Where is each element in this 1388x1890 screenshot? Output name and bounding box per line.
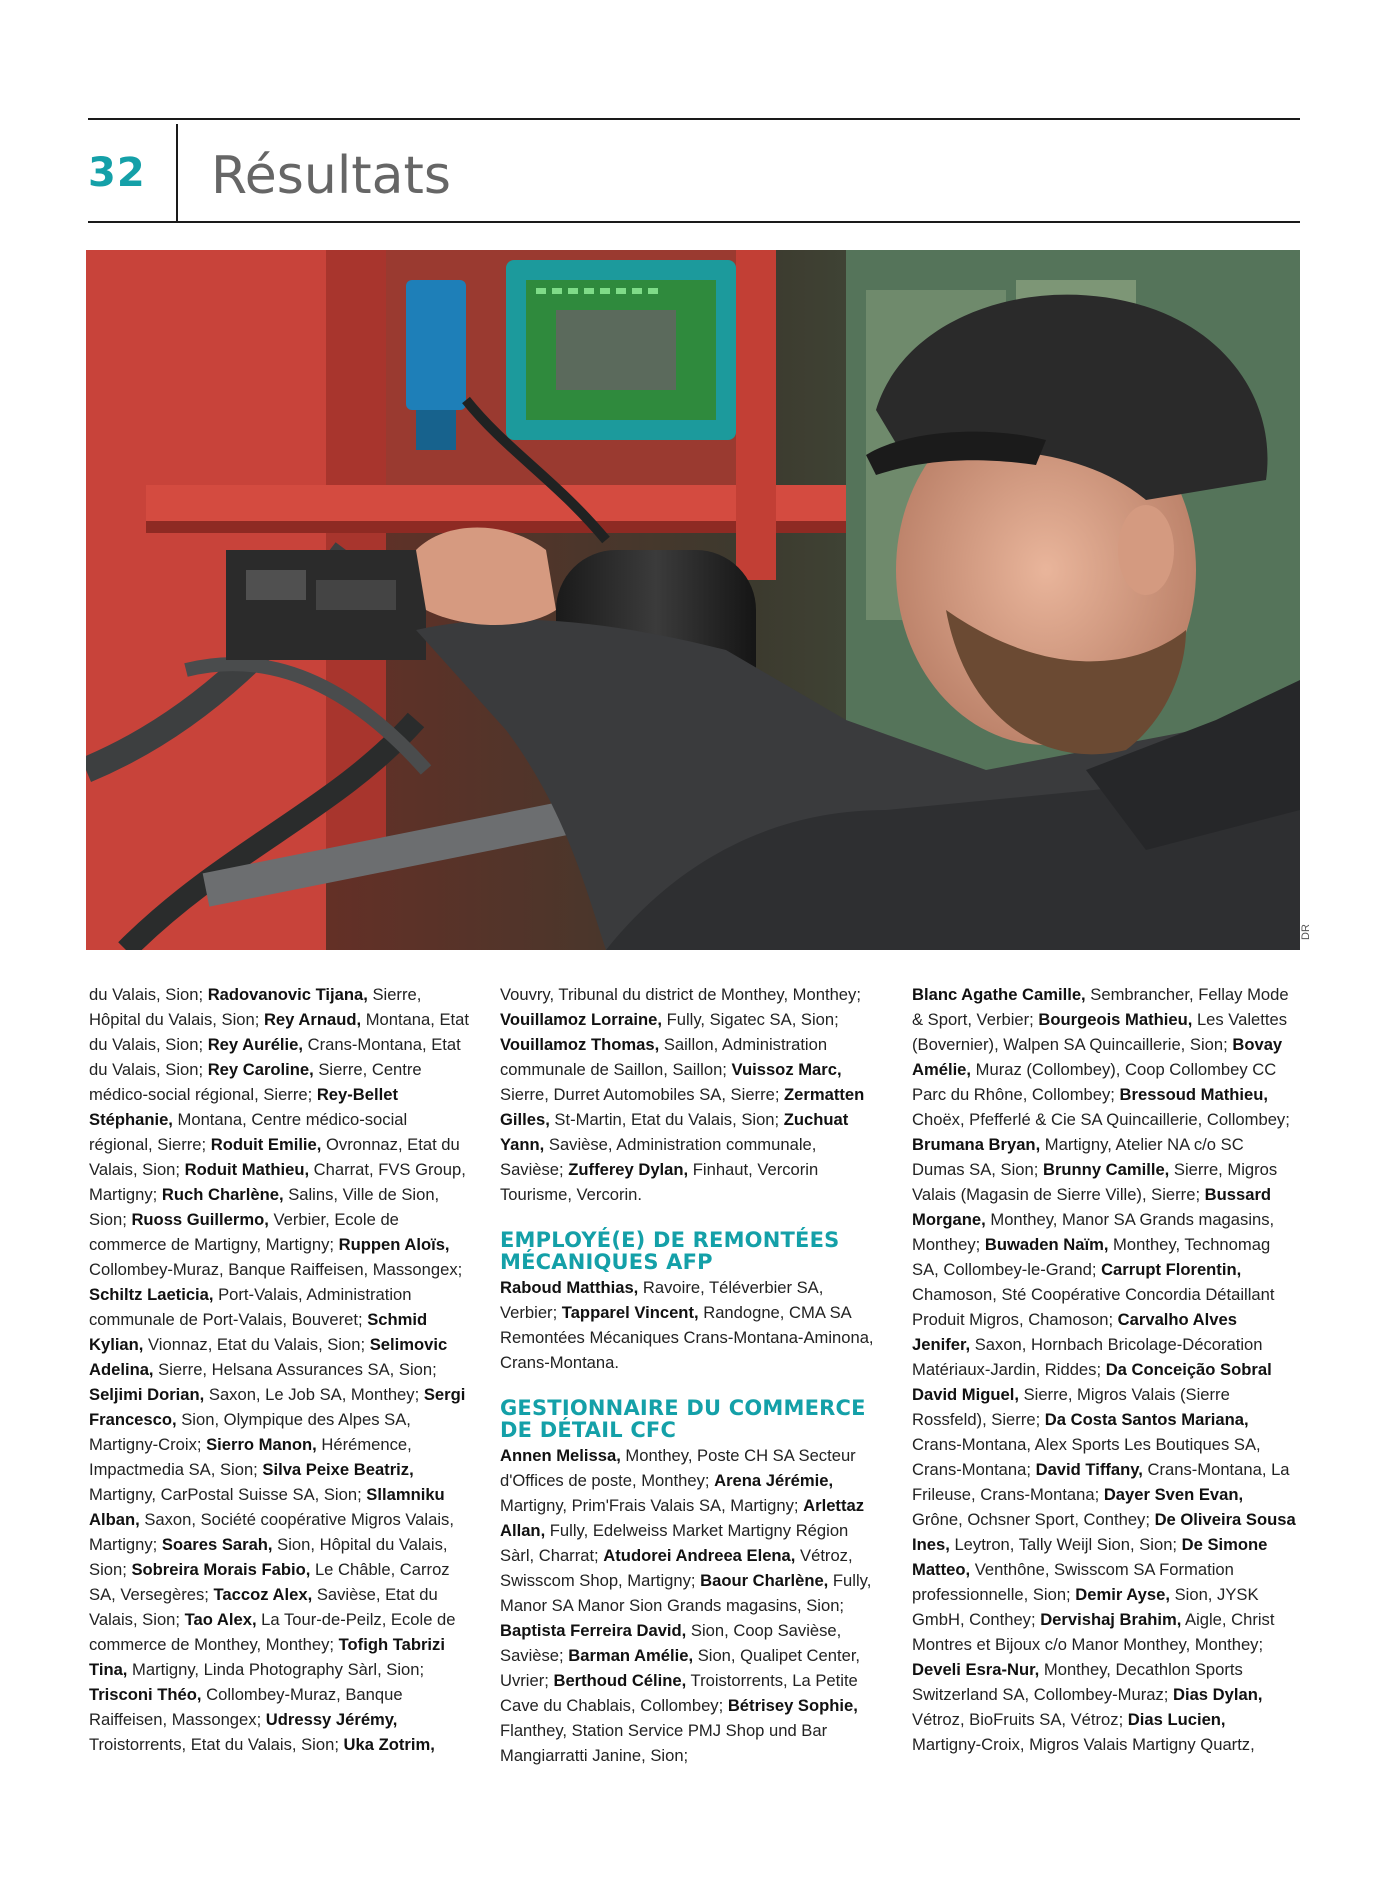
graduate-details: Sion, Coop Savièse, Savièse; [500, 1621, 842, 1665]
text-column-2 [500, 982, 884, 1768]
graduate-name: Dayer Sven Evan, [1103, 1485, 1244, 1504]
graduate-name: Uka Zotrim, [343, 1735, 435, 1754]
graduate-name: Barman Amélie, [568, 1646, 694, 1665]
graduate-name: Bovay Amélie, [912, 1035, 1283, 1079]
graduate-name: Dias Lucien, [1127, 1710, 1226, 1729]
graduate-name: Schiltz Laeticia, [89, 1285, 214, 1304]
graduate-name: Taccoz Alex, [213, 1585, 313, 1604]
graduate-details: Collombey-Muraz, Banque Raiffeisen, Massongex; [89, 1260, 463, 1279]
graduate-details: Aigle, Christ Montres et Bijoux c/o Manor Monthey, Monthey; [912, 1610, 1275, 1654]
graduate-details: Venthône, Swisscom SA Formation professionnelle, Sion; [912, 1560, 1234, 1604]
graduate-name: Zermatten Gilles, [500, 1085, 865, 1129]
graduate-details: Chamoson, Sté Coopérative Concordia Détaillant Produit Migros, Chamoson; [912, 1285, 1275, 1329]
graduate-details: Fully, Edelweiss Market Martigny Région Sàrl, Charrat; [500, 1521, 849, 1565]
graduate-details: du Valais, Sion; [89, 985, 208, 1004]
graduate-name: Carvalho Alves Jenifer, [912, 1310, 1237, 1354]
graduate-details: Monthey, Poste CH SA Secteur d'Offices de poste, Monthey; [500, 1446, 856, 1490]
text-column-1 [89, 982, 473, 1757]
graduate-details: Fully, Manor SA Manor Sion Grands magasins, Sion; [500, 1571, 872, 1615]
graduate-details: Troistorrents, Etat du Valais, Sion; [89, 1735, 344, 1754]
graduate-name: Sobreira Morais Fabio, [131, 1560, 311, 1579]
graduate-details: Muraz (Collombey), Coop Collombey CC Parc du Rhône, Collombey; [912, 1060, 1277, 1104]
graduate-name: Bétrisey Sophie, [727, 1696, 858, 1715]
graduate-name: Sierro Manon, [206, 1435, 317, 1454]
graduate-details: Sion, Olympique des Alpes SA, Martigny-Croix; [89, 1410, 411, 1454]
graduate-details: Le Châble, Carroz SA, Versegères; [89, 1560, 450, 1604]
graduate-details: Savièse, Administration communale, Savièse; [500, 1135, 817, 1179]
graduate-details: Vétroz, Swisscom Shop, Martigny; [500, 1546, 853, 1590]
graduate-name: Arlettaz Allan, [500, 1496, 865, 1540]
graduate-name: Zuchuat Yann, [500, 1110, 849, 1154]
graduate-name: Develi Esra-Nur, [912, 1660, 1040, 1679]
graduate-name: David Tiffany, [1035, 1460, 1143, 1479]
graduate-name: Silva Peixe Beatriz, [262, 1460, 414, 1479]
graduate-name: De Oliveira Sousa Ines, [912, 1510, 1296, 1554]
graduate-name: Roduit Mathieu, [184, 1160, 310, 1179]
results-paragraph [500, 982, 884, 1207]
graduate-name: Rey Arnaud, [263, 1010, 362, 1029]
graduate-details: Port-Valais, Administration communale de Port-Valais, Bouveret; [89, 1285, 412, 1329]
graduate-name: Selimovic Adelina, [89, 1335, 448, 1379]
graduate-details: Charrat, FVS Group, Martigny; [89, 1160, 466, 1204]
page-number: 32 [88, 150, 146, 196]
graduate-name: Soares Sarah, [161, 1535, 273, 1554]
header-separator [176, 124, 178, 221]
graduate-name: Annen Melissa, [500, 1446, 621, 1465]
category-heading: GESTIONNAIRE DU COMMERCE DE DÉTAIL CFC [500, 1396, 866, 1442]
graduate-details: Martigny-Croix, Migros Valais Martigny Quartz, [912, 1735, 1255, 1754]
graduate-name: Dervishaj Brahim, [1040, 1610, 1182, 1629]
graduate-name: Tofigh Tabrizi Tina, [89, 1635, 445, 1679]
graduate-details: Monthey, Technomag SA, Collombey-le-Grand; [912, 1235, 1271, 1279]
graduate-details: Grône, Ochsner Sport, Conthey; [912, 1510, 1155, 1529]
results-paragraph [500, 1275, 884, 1375]
results-paragraph [89, 982, 473, 1757]
graduate-name: Ruoss Guillermo, [131, 1210, 269, 1229]
graduate-details: Hérémence, Impactmedia SA, Sion; [89, 1435, 412, 1479]
graduate-details: Vétroz, BioFruits SA, Vétroz; [912, 1710, 1128, 1729]
header-bottom-rule [88, 221, 1300, 223]
graduate-name: Roduit Emilie, [210, 1135, 322, 1154]
graduate-name: Brunny Camille, [1042, 1160, 1170, 1179]
graduate-details: Troistorrents, La Petite Cave du Chablais, Collombey; [500, 1671, 858, 1715]
graduate-details: Choëx, Pfefferlé & Cie SA Quincaillerie, Collombey; [912, 1110, 1290, 1129]
graduate-details: Sierre, Centre médico-social régional, Sierre; [89, 1060, 422, 1104]
graduate-name: Arena Jérémie, [714, 1471, 834, 1490]
graduate-details: Martigny, Atelier NA c/o SC Dumas SA, Sion; [912, 1135, 1244, 1179]
graduate-details: Sion, Qualipet Center, Uvrier; [500, 1646, 861, 1690]
graduate-details: Collombey-Muraz, Banque Raiffeisen, Massongex; [89, 1685, 403, 1729]
graduate-details: Monthey, Decathlon Sports Switzerland SA, Collombey-Muraz; [912, 1660, 1243, 1704]
graduate-name: Vouillamoz Lorraine, [500, 1010, 662, 1029]
graduate-name: Brumana Bryan, [912, 1135, 1041, 1154]
results-paragraph [500, 1443, 884, 1768]
graduate-name: Buwaden Naïm, [984, 1235, 1109, 1254]
graduate-name: Rey-Bellet Stéphanie, [89, 1085, 398, 1129]
graduate-details: Montana, Centre médico-social régional, Sierre; [89, 1110, 408, 1154]
graduate-details: Ovronnaz, Etat du Valais, Sion; [89, 1135, 460, 1179]
text-column-3 [912, 982, 1296, 1757]
graduate-name: Rey Caroline, [207, 1060, 314, 1079]
graduate-details: Martigny, Prim'Frais Valais SA, Martigny; [500, 1496, 804, 1515]
graduate-details: Saxon, Le Job SA, Monthey; [204, 1385, 424, 1404]
photo-illustration [86, 250, 1300, 950]
graduate-details: Salins, Ville de Sion, Sion; [89, 1185, 440, 1229]
graduate-name: Raboud Matthias, [500, 1278, 639, 1297]
graduate-name: Tapparel Vincent, [561, 1303, 699, 1322]
graduate-name: Schmid Kylian, [89, 1310, 428, 1354]
graduate-details: Savièse, Etat du Valais, Sion; [89, 1585, 438, 1629]
graduate-name: Trisconi Théo, [89, 1685, 202, 1704]
graduate-details: Finhaut, Vercorin Tourisme, Vercorin. [500, 1160, 819, 1204]
graduate-name: Sergi Francesco, [89, 1385, 466, 1429]
graduate-details: Sion, JYSK GmbH, Conthey; [912, 1585, 1259, 1629]
graduate-name: Da Conceição Sobral David Miguel, [912, 1360, 1272, 1404]
graduate-name: Carrupt Florentin, [1101, 1260, 1242, 1279]
graduate-name: Baptista Ferreira David, [500, 1621, 687, 1640]
graduate-details: Martigny, Linda Photography Sàrl, Sion; [127, 1660, 425, 1679]
graduate-details: Saxon, Société coopérative Migros Valais, Martigny; [89, 1510, 454, 1554]
graduate-name: Demir Ayse, [1075, 1585, 1170, 1604]
graduate-details: La Tour-de-Peilz, Ecole de commerce de Monthey, Monthey; [89, 1610, 456, 1654]
graduate-details: Sion, Hôpital du Valais, Sion; [89, 1535, 448, 1579]
graduate-name: De Simone Matteo, [912, 1535, 1268, 1579]
graduate-details: Sierre, Migros Valais (Magasin de Sierre Ville), Sierre; [912, 1160, 1278, 1204]
graduate-name: Ruch Charlène, [161, 1185, 284, 1204]
graduate-details: Ravoire, Téléverbier SA, Verbier; [500, 1278, 824, 1322]
graduate-name: Zufferey Dylan, [568, 1160, 689, 1179]
graduate-name: Ruppen Aloïs, [338, 1235, 450, 1254]
graduate-details: Sierre, Durret Automobiles SA, Sierre; [500, 1085, 785, 1104]
graduate-name: Bressoud Mathieu, [1119, 1085, 1268, 1104]
graduate-name: Tao Alex, [184, 1610, 257, 1629]
graduate-details: Fully, Sigatec SA, Sion; [661, 1010, 839, 1029]
category-heading: EMPLOYÉ(E) DE REMONTÉES MÉCANIQUES AFP [500, 1228, 840, 1274]
graduate-name: Berthoud Céline, [553, 1671, 687, 1690]
graduate-name: Udressy Jérémy, [265, 1710, 398, 1729]
photo-credit: DR [1300, 924, 1312, 940]
graduate-details: Crans-Montana, Alex Sports Les Boutiques SA, Crans-Montana; [912, 1435, 1261, 1479]
graduate-details: Verbier, Ecole de commerce de Martigny, Martigny; [89, 1210, 399, 1254]
graduate-name: Dias Dylan, [1172, 1685, 1263, 1704]
graduate-details: Martigny, CarPostal Suisse SA, Sion; [89, 1485, 367, 1504]
graduate-name: Da Costa Santos Mariana, [1044, 1410, 1249, 1429]
graduate-details: Sierre, Helsana Assurances SA, Sion; [153, 1360, 437, 1379]
graduate-name: Baour Charlène, [700, 1571, 829, 1590]
results-paragraph [912, 982, 1296, 1757]
graduate-details: Sembrancher, Fellay Mode & Sport, Verbier; [912, 985, 1289, 1029]
graduate-details: Sierre, Hôpital du Valais, Sion; [89, 985, 422, 1029]
graduate-details: Vionnaz, Etat du Valais, Sion; [143, 1335, 370, 1354]
graduate-details: Saillon, Administration communale de Saillon, Saillon; [500, 1035, 828, 1079]
graduate-name: Atudorei Andreea Elena, [603, 1546, 796, 1565]
graduate-details: Vouvry, Tribunal du district de Monthey, Monthey; [500, 985, 861, 1004]
graduate-name: Radovanovic Tijana, [207, 985, 368, 1004]
mechanic-photo [86, 250, 1300, 950]
graduate-name: Rey Aurélie, [207, 1035, 303, 1054]
graduate-name: Vuissoz Marc, [731, 1060, 842, 1079]
graduate-details: Flanthey, Station Service PMJ Shop und Bar Mangiarratti Janine, Sion; [500, 1721, 828, 1765]
graduate-details: Saxon, Hornbach Bricolage-Décoration Matériaux-Jardin, Riddes; [912, 1335, 1263, 1379]
graduate-details: Monthey, Manor SA Grands magasins, Monthey; [912, 1210, 1275, 1254]
top-rule [88, 118, 1300, 120]
graduate-details: Crans-Montana, La Frileuse, Crans-Montana; [912, 1460, 1290, 1504]
graduate-name: Seljimi Dorian, [89, 1385, 205, 1404]
graduate-details: St-Martin, Etat du Valais, Sion; [549, 1110, 784, 1129]
graduate-details: Les Valettes (Bovernier), Walpen SA Quincaillerie, Sion; [912, 1010, 1288, 1054]
graduate-details: Montana, Etat du Valais, Sion; [89, 1010, 470, 1054]
graduate-details: Sierre, Migros Valais (Sierre Rossfeld), Sierre; [912, 1385, 1230, 1429]
graduate-details: Leytron, Tally Weijl Sion, Sion; [949, 1535, 1182, 1554]
graduate-name: Vouillamoz Thomas, [500, 1035, 660, 1054]
section-title: Résultats [211, 146, 452, 206]
graduate-name: Sllamniku Alban, [89, 1485, 445, 1529]
graduate-name: Bussard Morgane, [912, 1185, 1272, 1229]
graduate-details: Crans-Montana, Etat du Valais, Sion; [89, 1035, 461, 1079]
graduate-name: Blanc Agathe Camille, [912, 985, 1086, 1004]
graduate-details: Randogne, CMA SA Remontées Mécaniques Crans-Montana-Aminona, Crans-Montana. [500, 1303, 874, 1372]
graduate-name: Bourgeois Mathieu, [1038, 1010, 1193, 1029]
